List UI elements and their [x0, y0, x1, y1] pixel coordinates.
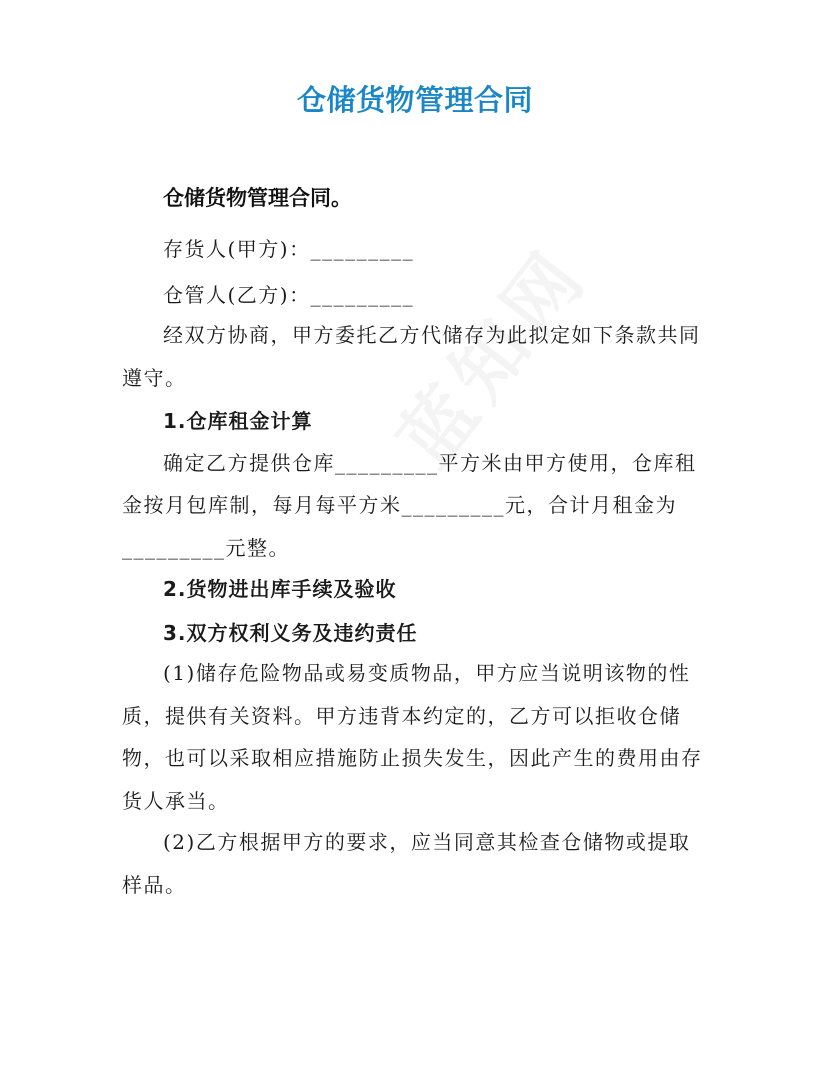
section-1-heading: 1.仓库租金计算	[163, 409, 313, 433]
document-title: 仓储货物管理合同	[296, 83, 533, 117]
section-1-line-2: 金按月包库制，每月每平方米_________元，合计月租金为	[122, 493, 677, 517]
document-subtitle: 仓储货物管理合同。	[163, 186, 352, 210]
section-3-heading: 3.双方权利义务及违约责任	[163, 621, 418, 645]
section-3-item-1-line-2: 质，提供有关资料。甲方违背本约定的，乙方可以拒收仓储	[122, 704, 681, 728]
section-3-item-2-line-2: 样品。	[122, 873, 187, 897]
intro-line-2: 遵守。	[122, 366, 187, 390]
section-3-item-2-line-1: (2)乙方根据甲方的要求，应当同意其检查仓储物或提取	[163, 830, 691, 854]
section-3-item-1-line-3: 物，也可以采取相应措施防止损失发生，因此产生的费用由存	[122, 746, 703, 770]
section-3-item-1-line-1: (1)储存危险物品或易变质物品，甲方应当说明该物的性	[163, 661, 691, 685]
intro-line-1: 经双方协商，甲方委托乙方代储存为此拟定如下条款共同	[163, 323, 701, 347]
section-3-item-1-line-4: 货人承当。	[122, 789, 230, 813]
keeper-line: 仓管人(乙方)：_________	[163, 283, 415, 307]
section-1-line-3: _________元整。	[122, 536, 290, 560]
depositor-line: 存货人(甲方)：_________	[163, 237, 415, 261]
section-1-line-1: 确定乙方提供仓库_________平方米由甲方使用，仓库租	[163, 451, 697, 475]
section-2-heading: 2.货物进出库手续及验收	[163, 577, 397, 601]
